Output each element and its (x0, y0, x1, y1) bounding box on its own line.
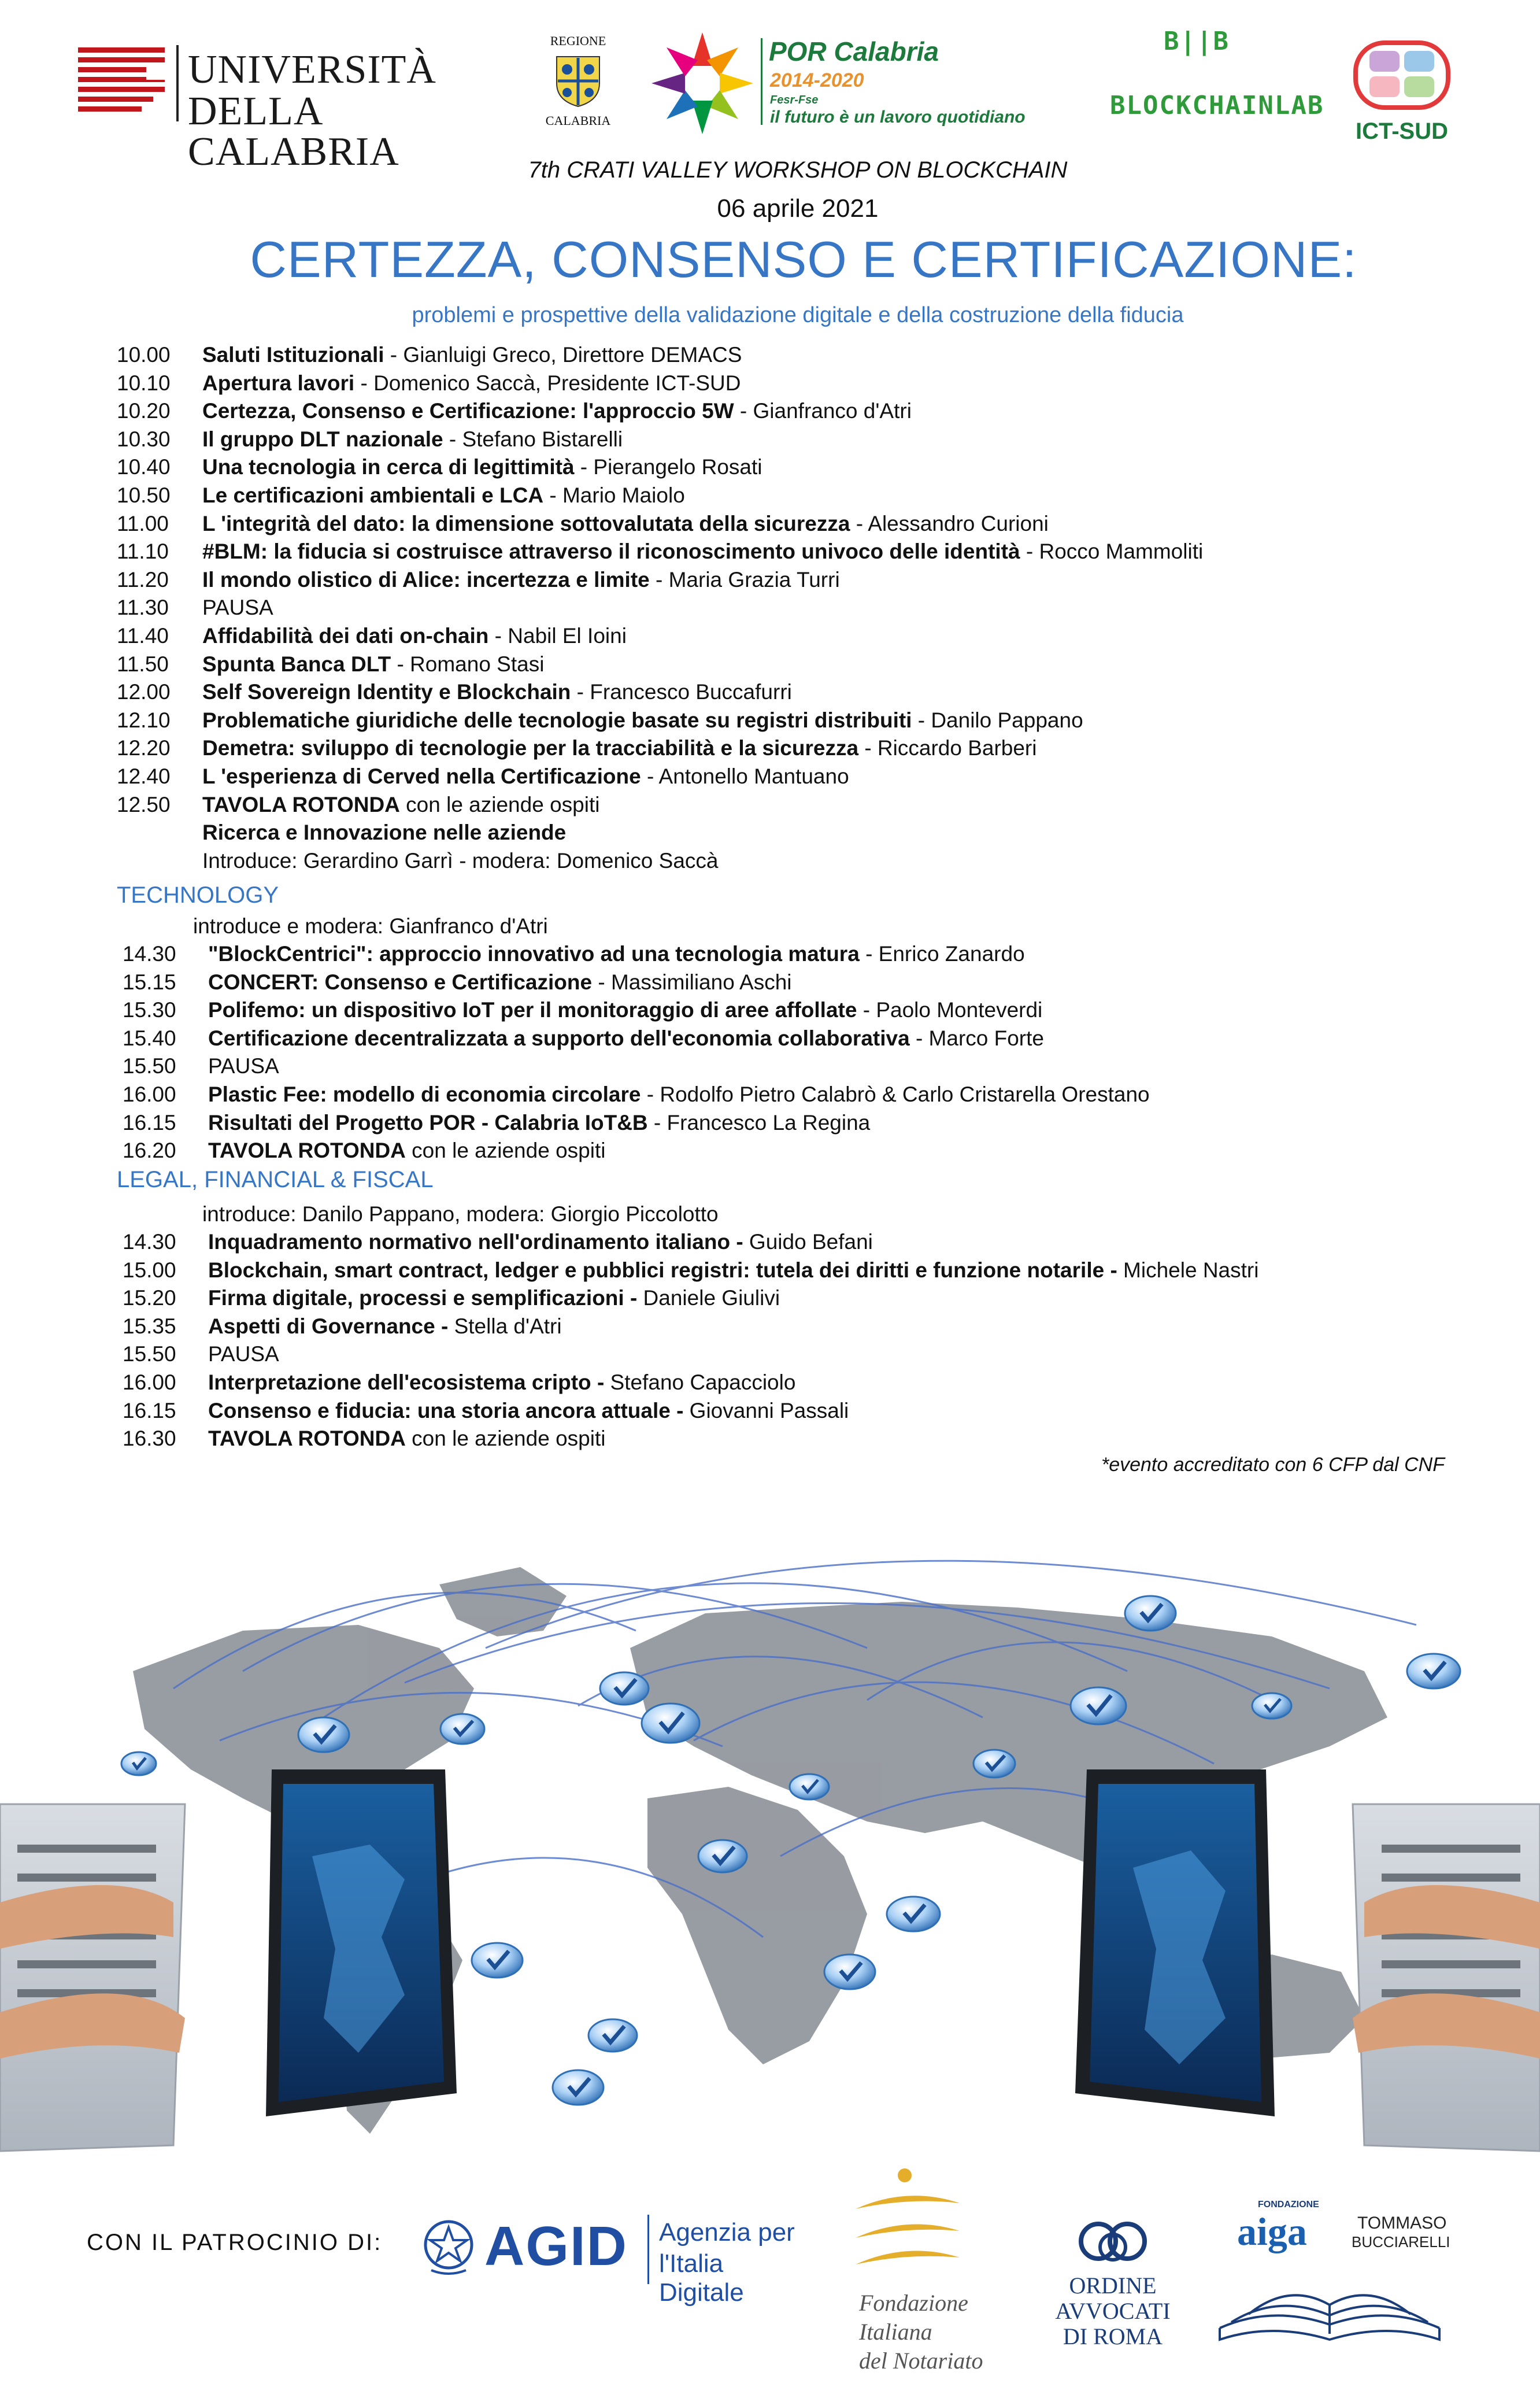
program-speaker: PAUSA (208, 1342, 279, 1366)
program-row (117, 426, 623, 453)
legal-intro: introduce: Danilo Pappano, modera: Giorgio Piccolotto (202, 1202, 719, 1226)
program-title: Self Sovereign Identity e Blockchain (202, 680, 571, 704)
program-row (123, 1228, 873, 1256)
agid-word: AGID (484, 2215, 628, 2277)
notariato-logo (821, 2163, 994, 2374)
program-speaker: - Paolo Monteverdi (857, 998, 1043, 1022)
notariato-line1: Fondazione (859, 2290, 968, 2316)
program-time: 15.35 (123, 1314, 176, 1338)
ordine-line3: DI ROMA (1063, 2323, 1163, 2349)
checkmark-icon (1125, 1596, 1176, 1631)
program-speaker: - Stefano Bistarelli (443, 427, 623, 451)
program-speaker: con le aziende ospiti (405, 1139, 606, 1163)
ordine-line1: ORDINE (1069, 2273, 1157, 2299)
program-row (117, 370, 741, 397)
world-map-illustration (0, 1498, 1540, 2186)
program-speaker: - Danilo Pappano (912, 708, 1083, 732)
ict-sud-logo (1335, 38, 1468, 154)
program-title: Interpretazione dell'ecosistema cripto - (208, 1370, 605, 1394)
program-title: TAVOLA ROTONDA (202, 792, 400, 816)
accreditation-note: *evento accreditato con 6 CFP dal CNF (1101, 1454, 1445, 1476)
laptop-left (0, 1769, 457, 2151)
program-row (123, 996, 1042, 1024)
program-speaker: - Maria Grazia Turri (649, 567, 840, 592)
program-speaker: - Antonello Mantuano (641, 764, 849, 788)
program-title: Affidabilità dei dati on-chain (202, 624, 489, 648)
ict-sud-icon (1350, 38, 1454, 113)
aiga-fondazione: FONDAZIONE (1258, 2200, 1319, 2209)
event-subtitle: problemi e prospettive della validazione digitale e della costruzione della fiducia (412, 303, 1184, 327)
program-time: 11.00 (117, 511, 169, 535)
program-title: Le certificazioni ambientali e LCA (202, 483, 544, 507)
agid-line2: l'Italia Digitale (659, 2249, 744, 2307)
ordine-avvocati-logo (1035, 2218, 1191, 2369)
program-row (123, 1109, 870, 1137)
por-calabria-logo (647, 30, 1029, 134)
program-row (117, 453, 762, 481)
program-row (123, 1397, 849, 1425)
program-time: 15.00 (123, 1258, 176, 1282)
program-row (123, 1313, 562, 1340)
program-time: 15.15 (123, 970, 176, 994)
program-title: TAVOLA ROTONDA (208, 1427, 406, 1451)
blockchainlab-logo (1110, 23, 1324, 133)
program-speaker: - Domenico Saccà, Presidente ICT-SUD (354, 371, 741, 395)
program-title: Firma digitale, processi e semplificazioni - (208, 1286, 638, 1310)
program-time: 14.30 (123, 942, 176, 966)
program-title: Plastic Fee: modello di economia circolare (208, 1082, 641, 1106)
program-title: L 'esperienza di Cerved nella Certificazione (202, 764, 641, 788)
unical-line2: DELLA CALABRIA (188, 89, 399, 174)
blockchainlab-mark: B||B (1164, 27, 1230, 56)
program-title: #BLM: la fiducia si costruisce attraverso il riconoscimento univoco delle identità (202, 540, 1020, 564)
program-speaker: Stefano Capacciolo (604, 1370, 796, 1394)
aiga-logo (1208, 2197, 1486, 2371)
program-time: 11.30 (117, 596, 169, 620)
section-legal: LEGAL, FINANCIAL & FISCAL (117, 1167, 434, 1192)
program-speaker: con le aziende ospiti (399, 792, 600, 816)
program-time: 11.20 (117, 567, 169, 592)
program-title: Certezza, Consenso e Certificazione: l'approccio 5W (202, 399, 734, 423)
program-title: Blockchain, smart contract, ledger e pubblici registri: tutela dei diritti e funzione notarile - (208, 1258, 1117, 1282)
agid-logo (421, 2197, 802, 2313)
program-time: 10.30 (117, 427, 171, 451)
program-speaker: - Francesco Buccafurri (571, 680, 792, 704)
program-row (117, 482, 685, 509)
program-time: 10.50 (117, 483, 171, 507)
aiga-word: aiga (1237, 2209, 1307, 2253)
ict-sud-text: ICT-SUD (1356, 119, 1448, 144)
program-title: Demetra: sviluppo di tecnologie per la tracciabilità e la sicurezza (202, 736, 859, 760)
program-title: L 'integrità del dato: la dimensione sottovalutata della sicurezza (202, 511, 850, 535)
program-speaker: - Massimiliano Aschi (592, 970, 792, 994)
program-title: Polifemo: un dispositivo IoT per il monitoraggio di aree affollate (208, 998, 857, 1022)
program-row (123, 1284, 780, 1312)
blockchainlab-text: BLOCKCHAINLAB (1110, 91, 1324, 120)
por-years: 2014-2020 (770, 69, 864, 91)
program-speaker: PAUSA (208, 1054, 279, 1078)
program-title: Saluti Istituzionali (202, 343, 384, 367)
program-row (123, 1425, 605, 1453)
program-row (117, 819, 566, 847)
program-speaker: - Francesco La Regina (647, 1110, 871, 1135)
regione-crest-icon (552, 53, 604, 109)
program-time: 10.40 (117, 455, 171, 479)
program-row (117, 594, 273, 622)
program-speaker: PAUSA (202, 596, 273, 620)
program-time: 15.50 (123, 1054, 176, 1078)
program-speaker: - Marco Forte (909, 1026, 1044, 1050)
por-motto: il futuro è un lavoro quotidiano (770, 108, 1026, 127)
por-star-logo (647, 30, 757, 134)
program-title: Certificazione decentralizzata a supporto dell'economia collaborativa (208, 1026, 910, 1050)
program-speaker: - Riccardo Barberi (858, 736, 1037, 760)
ordine-knot-icon (1069, 2218, 1156, 2270)
program-time: 16.20 (123, 1139, 176, 1163)
aiga-book-logo (1214, 2264, 1445, 2351)
program-title: TAVOLA ROTONDA (208, 1139, 406, 1163)
program-time: 11.50 (117, 652, 169, 676)
notariato-line3: del Notariato (859, 2348, 983, 2374)
program-time: 10.10 (117, 371, 171, 395)
program-row (123, 1137, 605, 1165)
program-row (123, 1025, 1044, 1052)
program-row (123, 1340, 279, 1368)
program-row (123, 1081, 1150, 1109)
program-title: Una tecnologia in cerca di legittimità (202, 455, 575, 479)
regione-logo (543, 34, 613, 132)
agid-emblem (421, 2215, 476, 2278)
program-speaker: - Romano Stasi (391, 652, 545, 676)
program-time: 10.20 (117, 399, 171, 423)
program-row (117, 678, 792, 706)
workshop-name: 7th CRATI VALLEY WORKSHOP ON BLOCKCHAIN (528, 157, 1068, 183)
program-time: 12.40 (117, 764, 171, 788)
notariato-swoosh-logo (844, 2163, 965, 2267)
program-speaker: - Gianluigi Greco, Direttore DEMACS (384, 343, 742, 367)
program-speaker: con le aziende ospiti (405, 1427, 606, 1451)
por-fesr: Fesr-Fse (770, 94, 819, 106)
program-speaker: Daniele Giulivi (637, 1286, 780, 1310)
program-title: "BlockCentrici": approccio innovativo ad una tecnologia matura (208, 942, 860, 966)
program-time: 16.15 (123, 1110, 176, 1135)
program-time: 12.20 (117, 736, 171, 760)
event-date: 06 aprile 2021 (717, 194, 879, 223)
program-title: CONCERT: Consenso e Certificazione (208, 970, 593, 994)
program-time: 12.00 (117, 680, 171, 704)
program-time: 11.10 (117, 540, 169, 564)
program-speaker: - Mario Maiolo (543, 483, 685, 507)
program-time: 14.30 (123, 1230, 176, 1254)
program-speaker: Introduce: Gerardino Garrì - modera: Domenico Saccà (202, 848, 719, 873)
program-speaker: - Enrico Zanardo (859, 942, 1025, 966)
program-row (117, 734, 1036, 762)
program-row (117, 622, 627, 650)
program-title: Spunta Banca DLT (202, 652, 391, 676)
program-row (117, 566, 840, 594)
program-row (117, 763, 849, 790)
unical-line1: UNIVERSITÀ (188, 47, 436, 92)
program-time: 16.30 (123, 1427, 176, 1451)
program-title: Consenso e fiducia: una storia ancora attuale - (208, 1398, 684, 1422)
program-title: Problematiche giuridiche delle tecnologie basate su registri distribuiti (202, 708, 912, 732)
program-speaker: - Nabil El Ioini (488, 624, 627, 648)
program-title: Ricerca e Innovazione nelle aziende (202, 821, 567, 845)
program-row (117, 397, 912, 425)
por-name: POR Calabria (769, 36, 939, 66)
event-title: CERTEZZA, CONSENSO E CERTIFICAZIONE: (250, 231, 1357, 288)
program-time: 16.00 (123, 1370, 176, 1394)
program-speaker: Michele Nastri (1117, 1258, 1259, 1282)
program-speaker: - Rodolfo Pietro Calabrò & Carlo Cristarella Orestano (641, 1082, 1150, 1106)
program-row (123, 940, 1025, 968)
program-title: Il mondo olistico di Alice: incertezza e limite (202, 567, 650, 592)
program-title: Apertura lavori (202, 371, 355, 395)
program-row (123, 1052, 279, 1080)
program-row (123, 969, 792, 996)
program-speaker: - Rocco Mammoliti (1020, 540, 1204, 564)
program-speaker: - Pierangelo Rosati (574, 455, 762, 479)
program-row (117, 847, 719, 875)
program-row (123, 1369, 795, 1396)
unical-logo (78, 40, 506, 174)
laptop-right (1075, 1769, 1540, 2151)
ordine-line2: AVVOCATI (1055, 2298, 1171, 2324)
aiga-line2: BUCCIARELLI (1352, 2233, 1450, 2251)
program-title: Il gruppo DLT nazionale (202, 427, 443, 451)
section-technology: TECHNOLOGY (117, 882, 279, 908)
program-speaker: Giovanni Passali (683, 1398, 849, 1422)
program-time: 10.00 (117, 343, 171, 367)
program-title: Inquadramento normativo nell'ordinamento italiano - (208, 1230, 743, 1254)
program-speaker: - Gianfranco d'Atri (734, 399, 912, 423)
program-time: 12.50 (117, 792, 171, 816)
program-row (117, 651, 544, 678)
program-time: 15.40 (123, 1026, 176, 1050)
agid-line1: Agenzia per (659, 2218, 795, 2246)
notariato-line2: Italiana (859, 2319, 932, 2345)
program-title: Risultati del Progetto POR - Calabria IoT&B (208, 1110, 648, 1135)
program-row (117, 510, 1049, 538)
program-speaker: Guido Befani (743, 1230, 873, 1254)
program-time: 11.40 (117, 624, 169, 648)
program-row (123, 1257, 1258, 1284)
patrocinio-label: CON IL PATROCINIO DI: (87, 2230, 383, 2255)
program-time: 15.20 (123, 1286, 176, 1310)
program-time: 16.00 (123, 1082, 176, 1106)
program-title: Aspetti di Governance - (208, 1314, 449, 1338)
program-time: 15.50 (123, 1342, 176, 1366)
program-speaker: Stella d'Atri (448, 1314, 562, 1338)
program-row (117, 538, 1203, 566)
program-time: 12.10 (117, 708, 171, 732)
technology-intro: introduce e modera: Gianfranco d'Atri (193, 914, 548, 938)
unical-bars-icon (78, 47, 165, 117)
program-row (117, 791, 599, 819)
program-time: 15.30 (123, 998, 176, 1022)
program-row (117, 341, 742, 369)
regione-bottom-label: CALABRIA (545, 113, 611, 128)
program-time: 16.15 (123, 1398, 176, 1422)
program-speaker: - Alessandro Curioni (850, 511, 1049, 535)
program-row (117, 707, 1083, 734)
aiga-line1: TOMMASO (1357, 2214, 1447, 2233)
regione-top-label: REGIONE (550, 34, 606, 48)
